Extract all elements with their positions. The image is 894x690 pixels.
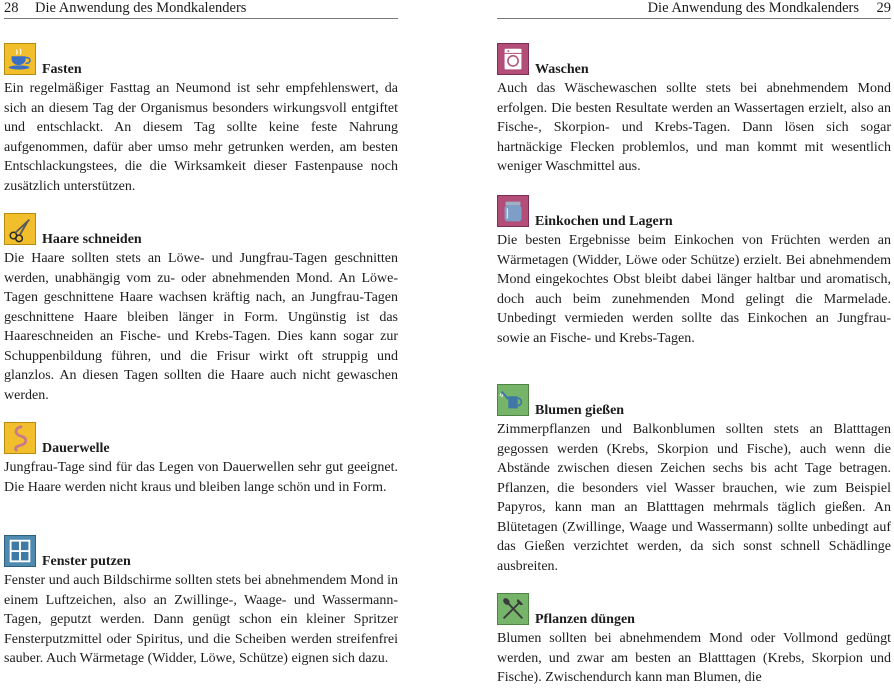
running-head-right bbox=[497, 0, 891, 19]
section-text: Auch das Wäschewaschen sollte stets bei abnehmendem Mond erfolgen. Die besten Resultate werden an Wassertagen erzielt, also an Fische-, Skorpion- und Krebs-Tagen. Dann lösen sich sogar hartnäckige Flecken problemlos, und man kommt mit wesentlich weniger Waschmittel aus. bbox=[497, 81, 891, 174]
section-title: Einkochen und Lagern bbox=[535, 214, 673, 229]
section-text: Zimmerpflanzen und Balkonblumen sollten stets an Blatttagen gegossen werden (Krebs, Skorpion und Fische), auch wenn die Abstände zwischen diesen Zeichen sechs bis acht Tage betragen. Pflanzen, die besonders viel Wasser brauchen, wie zum Beispiel Papyros, kann man an Blatttagen mehrmals täglich gießen. An Blütetagen (Zwillinge, Waage und Wassermann) sollte unbedingt auf das Gießen verzichtet werden, da sich sonst schnell Schädlinge ausbreiten. bbox=[497, 422, 891, 574]
section-text: Jungfrau-Tage sind für das Legen von Dauerwellen sehr gut geeignet. Die Haare werden nicht kraus und bleiben lange schön und in Form. bbox=[4, 460, 398, 495]
section-title: Dauerwelle bbox=[42, 441, 110, 456]
right-page bbox=[497, 0, 891, 690]
scissors-icon bbox=[4, 213, 36, 245]
preserving-jar-icon bbox=[497, 195, 529, 227]
garden-tools-icon bbox=[497, 593, 529, 625]
running-title-right: Die Anwendung des Mondkalenders bbox=[647, 0, 859, 16]
section-title: Pflanzen düngen bbox=[535, 612, 635, 627]
section-title: Blumen gießen bbox=[535, 403, 625, 418]
section-text: Ein regelmäßiger Fasttag an Neumond ist sehr empfehlenswert, da sich an diesem Tag der Organismus besonders wirkungsvoll entgiftet und entschlackt. An diesem Tag sollte keine feste Nahrung aufgenommen, dafür aber umso mehr getrunken werden, am besten Entschlackungstees, die die Wirksamkeit dieser Fastenpause noch zusätzlich unterstützen. bbox=[4, 81, 398, 194]
section-text: Die besten Ergebnisse beim Einkochen von Früchten werden an Wärmetagen (Widder, Löwe oder Schütze) erzielt. Bei abnehmendem Mond eingekochtes Obst bleibt dabei länger haltbar und aromatisch, doch auch beim zunehmenden Mond gelingt die Marmelade. Unbedingt vermieden werden sollte das Einkochen an Jungfrau- sowie an Fische- und Krebs-Tagen. bbox=[497, 233, 891, 346]
section-text: Die Haare sollten stets an Löwe- und Jungfrau-Tagen geschnitten werden, unabhängig vom zu- oder abnehmenden Mond. An Löwe-Tagen geschnittene Haare wachsen kräftig nach, an Jungfrau-Tagen geschnittene Haare bleiben länger in Form. Ungünstig ist das Haareschneiden an Fische- und Krebs-Tagen. Dies kann sogar zur Schuppenbildung führen, und die Frisur wirkt oft struppig und glanzlos. An diesen Tagen sollten die Haare auch nicht gewaschen werden. bbox=[4, 251, 398, 403]
window-icon bbox=[4, 535, 36, 567]
hair-curl-icon bbox=[4, 422, 36, 454]
running-head-left bbox=[4, 0, 398, 19]
section-title: Waschen bbox=[535, 62, 589, 77]
tea-cup-icon bbox=[4, 43, 36, 75]
section-title: Haare schneiden bbox=[42, 232, 142, 247]
section-title: Fasten bbox=[42, 62, 82, 77]
washing-machine-icon bbox=[497, 43, 529, 75]
page-number-left: 28 bbox=[4, 0, 19, 16]
section-title: Fenster putzen bbox=[42, 554, 131, 569]
section-text: Blumen sollten bei abnehmendem Mond oder Vollmond gedüngt werden, und zwar am besten an Blatttagen (Krebs, Skorpion und Fische). Zwischendurch kann man Blumen, die bbox=[497, 631, 891, 685]
section-text: Fenster und auch Bildschirme sollten stets bei abnehmendem Mond in einem Luftzeichen, also an Zwillinge-, Waage- und Wassermann-Tagen, geputzt werden. Dann genügt schon ein kleiner Spritzer Fensterputzmittel oder Spiritus, und die Scheiben werden streifenfrei sauber. Auch Wärmetage (Widder, Löwe, Schütze) eignen sich dazu. bbox=[4, 573, 398, 666]
watering-can-icon bbox=[497, 384, 529, 416]
left-page bbox=[4, 0, 398, 690]
running-title-left: Die Anwendung des Mondkalenders bbox=[35, 0, 247, 16]
page-number-right: 29 bbox=[876, 0, 891, 16]
